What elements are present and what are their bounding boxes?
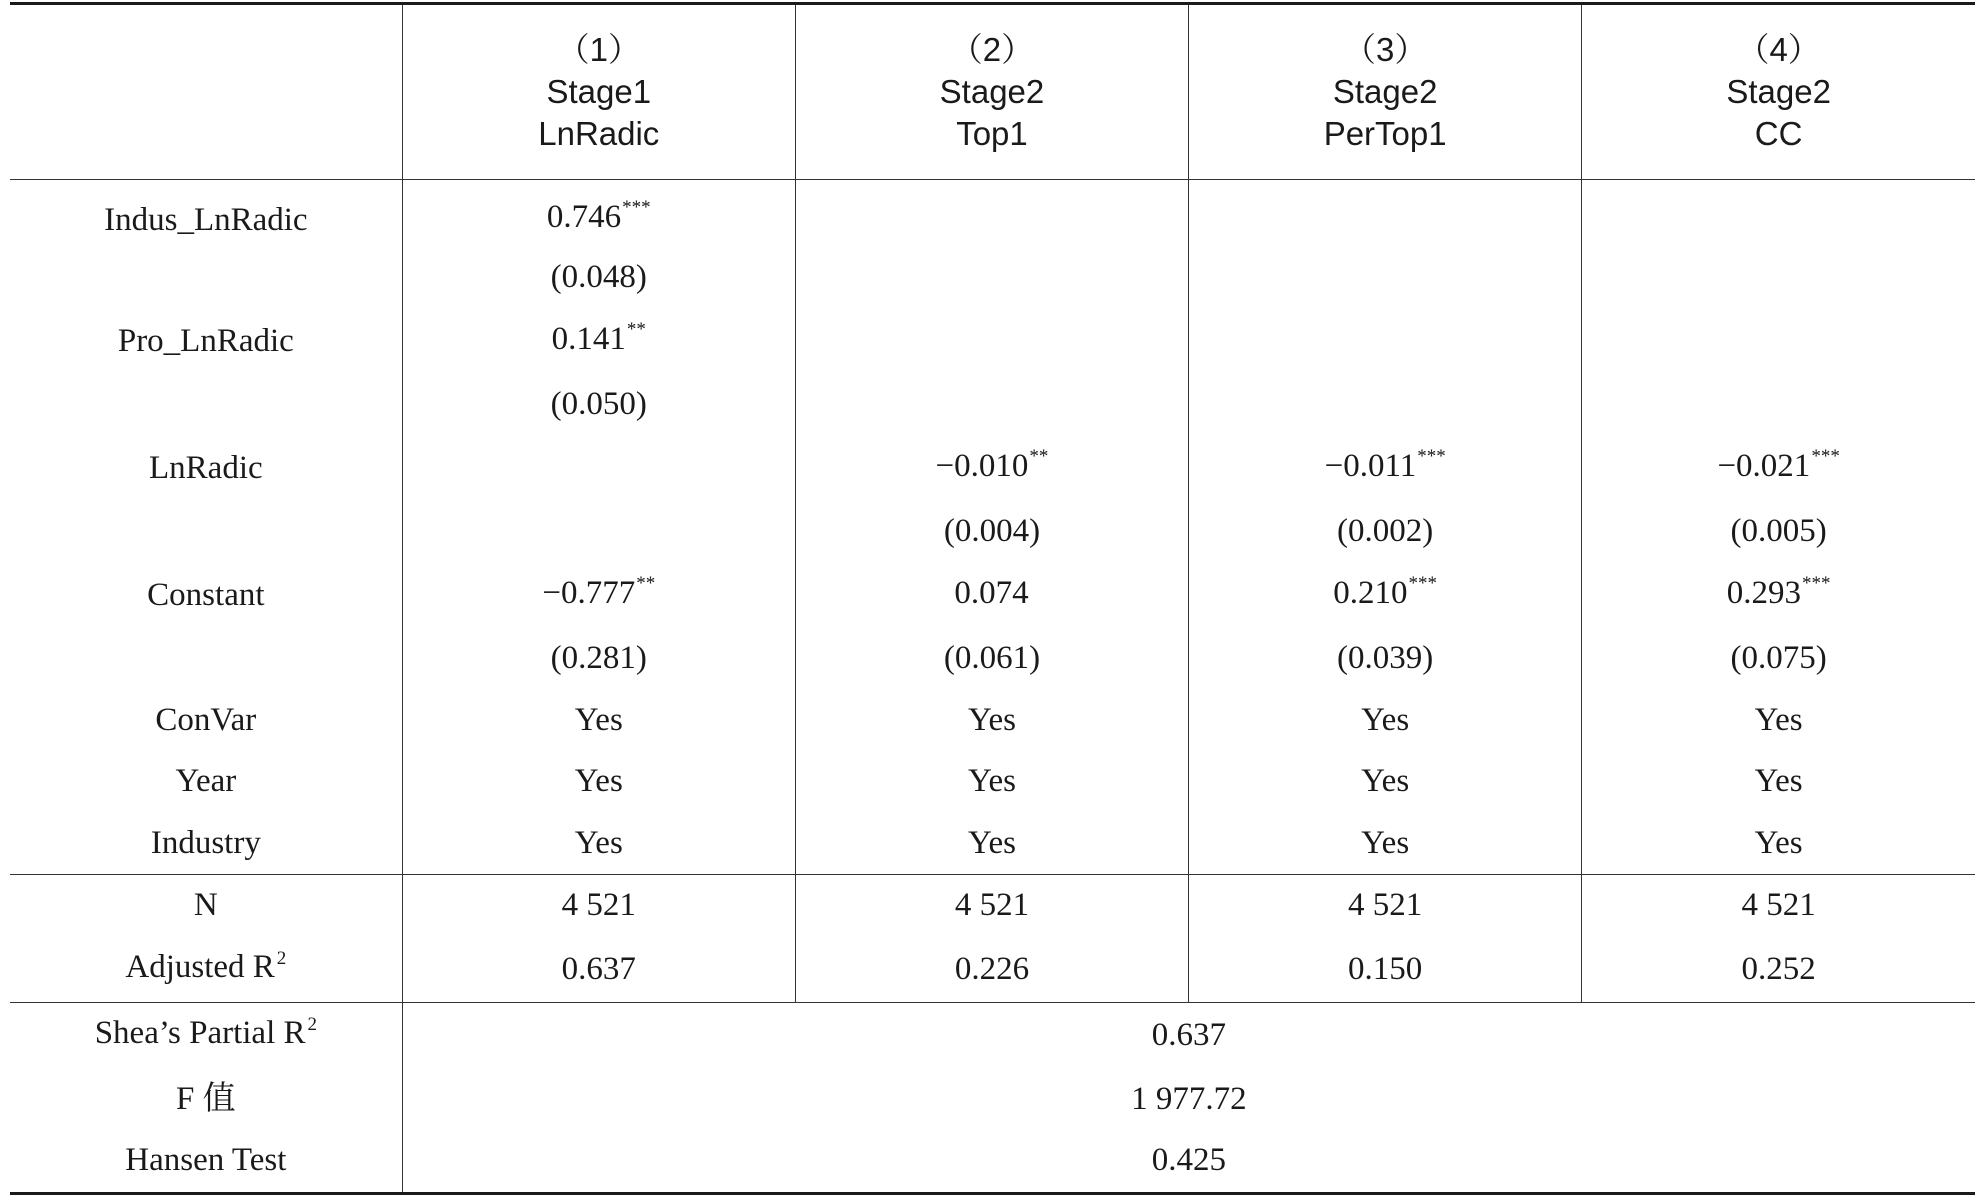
coef-cell: [402, 180, 795, 248]
coef-cell: [1582, 563, 1975, 629]
coef-cell: [1582, 436, 1975, 502]
col-dependent-var: Top1: [956, 115, 1028, 152]
empty-cell: [795, 309, 1188, 375]
empty-cell: [795, 374, 1188, 436]
header-col-2: [795, 4, 1188, 180]
row-label: F 值: [176, 1080, 236, 1117]
row-label: LnRadic: [149, 449, 263, 486]
control-cell: Yes: [402, 690, 795, 752]
coef-cell: [402, 309, 795, 375]
row-f-value: [10, 1069, 1975, 1131]
empty-cell: [10, 374, 402, 436]
significance-stars: ***: [1417, 445, 1446, 467]
coef-value: −0.010: [935, 447, 1029, 484]
std-error: (0.005): [1582, 501, 1975, 563]
row-pro-lnradic: [10, 309, 1975, 375]
stat-cell: 0.252: [1582, 937, 1975, 1003]
empty-cell: [795, 247, 1188, 309]
header-col-1: [402, 4, 795, 180]
row-industry: [10, 813, 1975, 875]
row-label: Hansen Test: [10, 1130, 402, 1193]
control-cell: Yes: [1582, 813, 1975, 875]
col-dependent-var: CC: [1754, 115, 1803, 152]
coef-cell: [795, 436, 1188, 502]
col-dependent-var: PerTop1: [1323, 115, 1447, 152]
control-cell: Yes: [402, 813, 795, 875]
superscript: 2: [307, 1014, 317, 1035]
empty-cell: [1582, 247, 1975, 309]
empty-cell: [795, 180, 1188, 248]
col-stage: Stage2: [939, 73, 1045, 110]
control-cell: Yes: [795, 813, 1188, 875]
col-dependent-var: LnRadic: [538, 115, 660, 152]
row-label: ConVar: [155, 701, 257, 738]
coef-cell: [795, 563, 1188, 629]
empty-cell: [1582, 309, 1975, 375]
stat-cell: 4 521: [795, 875, 1188, 937]
std-error: (0.061): [795, 628, 1188, 690]
row-year: [10, 751, 1975, 813]
std-error: (0.002): [1189, 501, 1582, 563]
empty-cell: [1189, 309, 1582, 375]
row-hansen-test: [10, 1130, 1975, 1193]
row-indus-lnradic: [10, 180, 1975, 248]
empty-cell: [10, 247, 402, 309]
row-lnradic: [10, 436, 1975, 502]
header-col-3: [1189, 4, 1582, 180]
row-label: Pro_LnRadic: [117, 322, 294, 359]
row-label: Constant: [147, 576, 265, 613]
significance-stars: **: [636, 572, 656, 594]
stat-cell: 4 521: [402, 875, 795, 937]
significance-stars: ***: [1811, 445, 1840, 467]
row-label: N: [10, 875, 402, 937]
significance-stars: **: [626, 318, 646, 340]
col-stage: Stage2: [1726, 73, 1831, 110]
control-cell: Yes: [795, 690, 1188, 752]
row-n: [10, 875, 1975, 937]
col-number: （2）: [949, 31, 1035, 68]
std-error: (0.004): [795, 501, 1188, 563]
row-constant: [10, 563, 1975, 629]
significance-stars: **: [1029, 445, 1049, 467]
significance-stars: ***: [1408, 572, 1438, 594]
header-col-4: [1582, 4, 1975, 180]
superscript: 2: [276, 947, 287, 969]
row-label: [10, 937, 402, 1003]
coef-value: 0.074: [954, 574, 1029, 611]
std-error: (0.050): [402, 374, 795, 436]
empty-cell: [402, 501, 795, 563]
coef-value: 0.293: [1726, 574, 1801, 611]
stat-cell: 4 521: [1189, 875, 1582, 937]
coef-cell: [1189, 436, 1582, 502]
header-row: [10, 4, 1975, 180]
stat-cell: 0.226: [795, 937, 1188, 1003]
coef-value: −0.777: [542, 574, 636, 611]
std-error: (0.039): [1189, 628, 1582, 690]
row-label: [10, 1003, 402, 1069]
control-cell: Yes: [402, 751, 795, 813]
row-label: Year: [175, 763, 237, 799]
empty-cell: [402, 436, 795, 502]
col-number: （4）: [1736, 31, 1821, 68]
empty-cell: [1189, 247, 1582, 309]
row-pro-lnradic-se: [10, 374, 1975, 436]
std-error: (0.281): [402, 628, 795, 690]
col-stage: Stage2: [1332, 73, 1438, 110]
coef-value: −0.021: [1717, 447, 1811, 484]
row-lnradic-se: [10, 501, 1975, 563]
coef-value: −0.011: [1324, 447, 1417, 484]
row-adjusted-r2: [10, 937, 1975, 1003]
empty-cell: [1582, 374, 1975, 436]
coef-value: 0.210: [1333, 574, 1408, 611]
empty-cell: [10, 501, 402, 563]
significance-stars: ***: [622, 197, 651, 218]
col-number: （1）: [556, 31, 641, 68]
empty-cell: [10, 628, 402, 690]
control-cell: Yes: [1582, 751, 1975, 813]
std-error: (0.075): [1582, 628, 1975, 690]
merged-stat-cell: 1 977.72: [402, 1069, 1975, 1131]
header-corner: [10, 4, 402, 180]
row-indus-lnradic-se: [10, 247, 1975, 309]
label-text: Shea’s Partial R: [94, 1015, 306, 1051]
merged-stat-cell: 0.425: [402, 1130, 1975, 1193]
empty-cell: [1189, 180, 1582, 248]
control-cell: Yes: [1582, 690, 1975, 752]
coef-cell: [1189, 563, 1582, 629]
stat-cell: 0.637: [402, 937, 795, 1003]
coef-value: 0.746: [546, 199, 622, 235]
control-cell: Yes: [795, 751, 1188, 813]
regression-table: [10, 2, 1975, 1195]
empty-cell: [1189, 374, 1582, 436]
control-cell: Yes: [1189, 751, 1582, 813]
control-cell: Yes: [1189, 813, 1582, 875]
col-stage: Stage1: [546, 73, 652, 110]
label-text: Adjusted R: [125, 948, 275, 985]
row-shea-partial-r2: [10, 1003, 1975, 1069]
control-cell: Yes: [1189, 690, 1582, 752]
row-convar: [10, 690, 1975, 752]
stat-cell: 4 521: [1582, 875, 1975, 937]
empty-cell: [1582, 180, 1975, 248]
row-label: Indus_LnRadic: [104, 201, 308, 238]
significance-stars: ***: [1802, 572, 1831, 594]
coef-cell: [402, 563, 795, 629]
std-error: (0.048): [402, 247, 795, 309]
coef-value: 0.141: [551, 320, 626, 357]
row-label: Industry: [150, 824, 261, 861]
stat-cell: 0.150: [1189, 937, 1582, 1003]
col-number: （3）: [1342, 31, 1428, 68]
merged-stat-cell: 0.637: [402, 1003, 1975, 1069]
row-constant-se: [10, 628, 1975, 690]
